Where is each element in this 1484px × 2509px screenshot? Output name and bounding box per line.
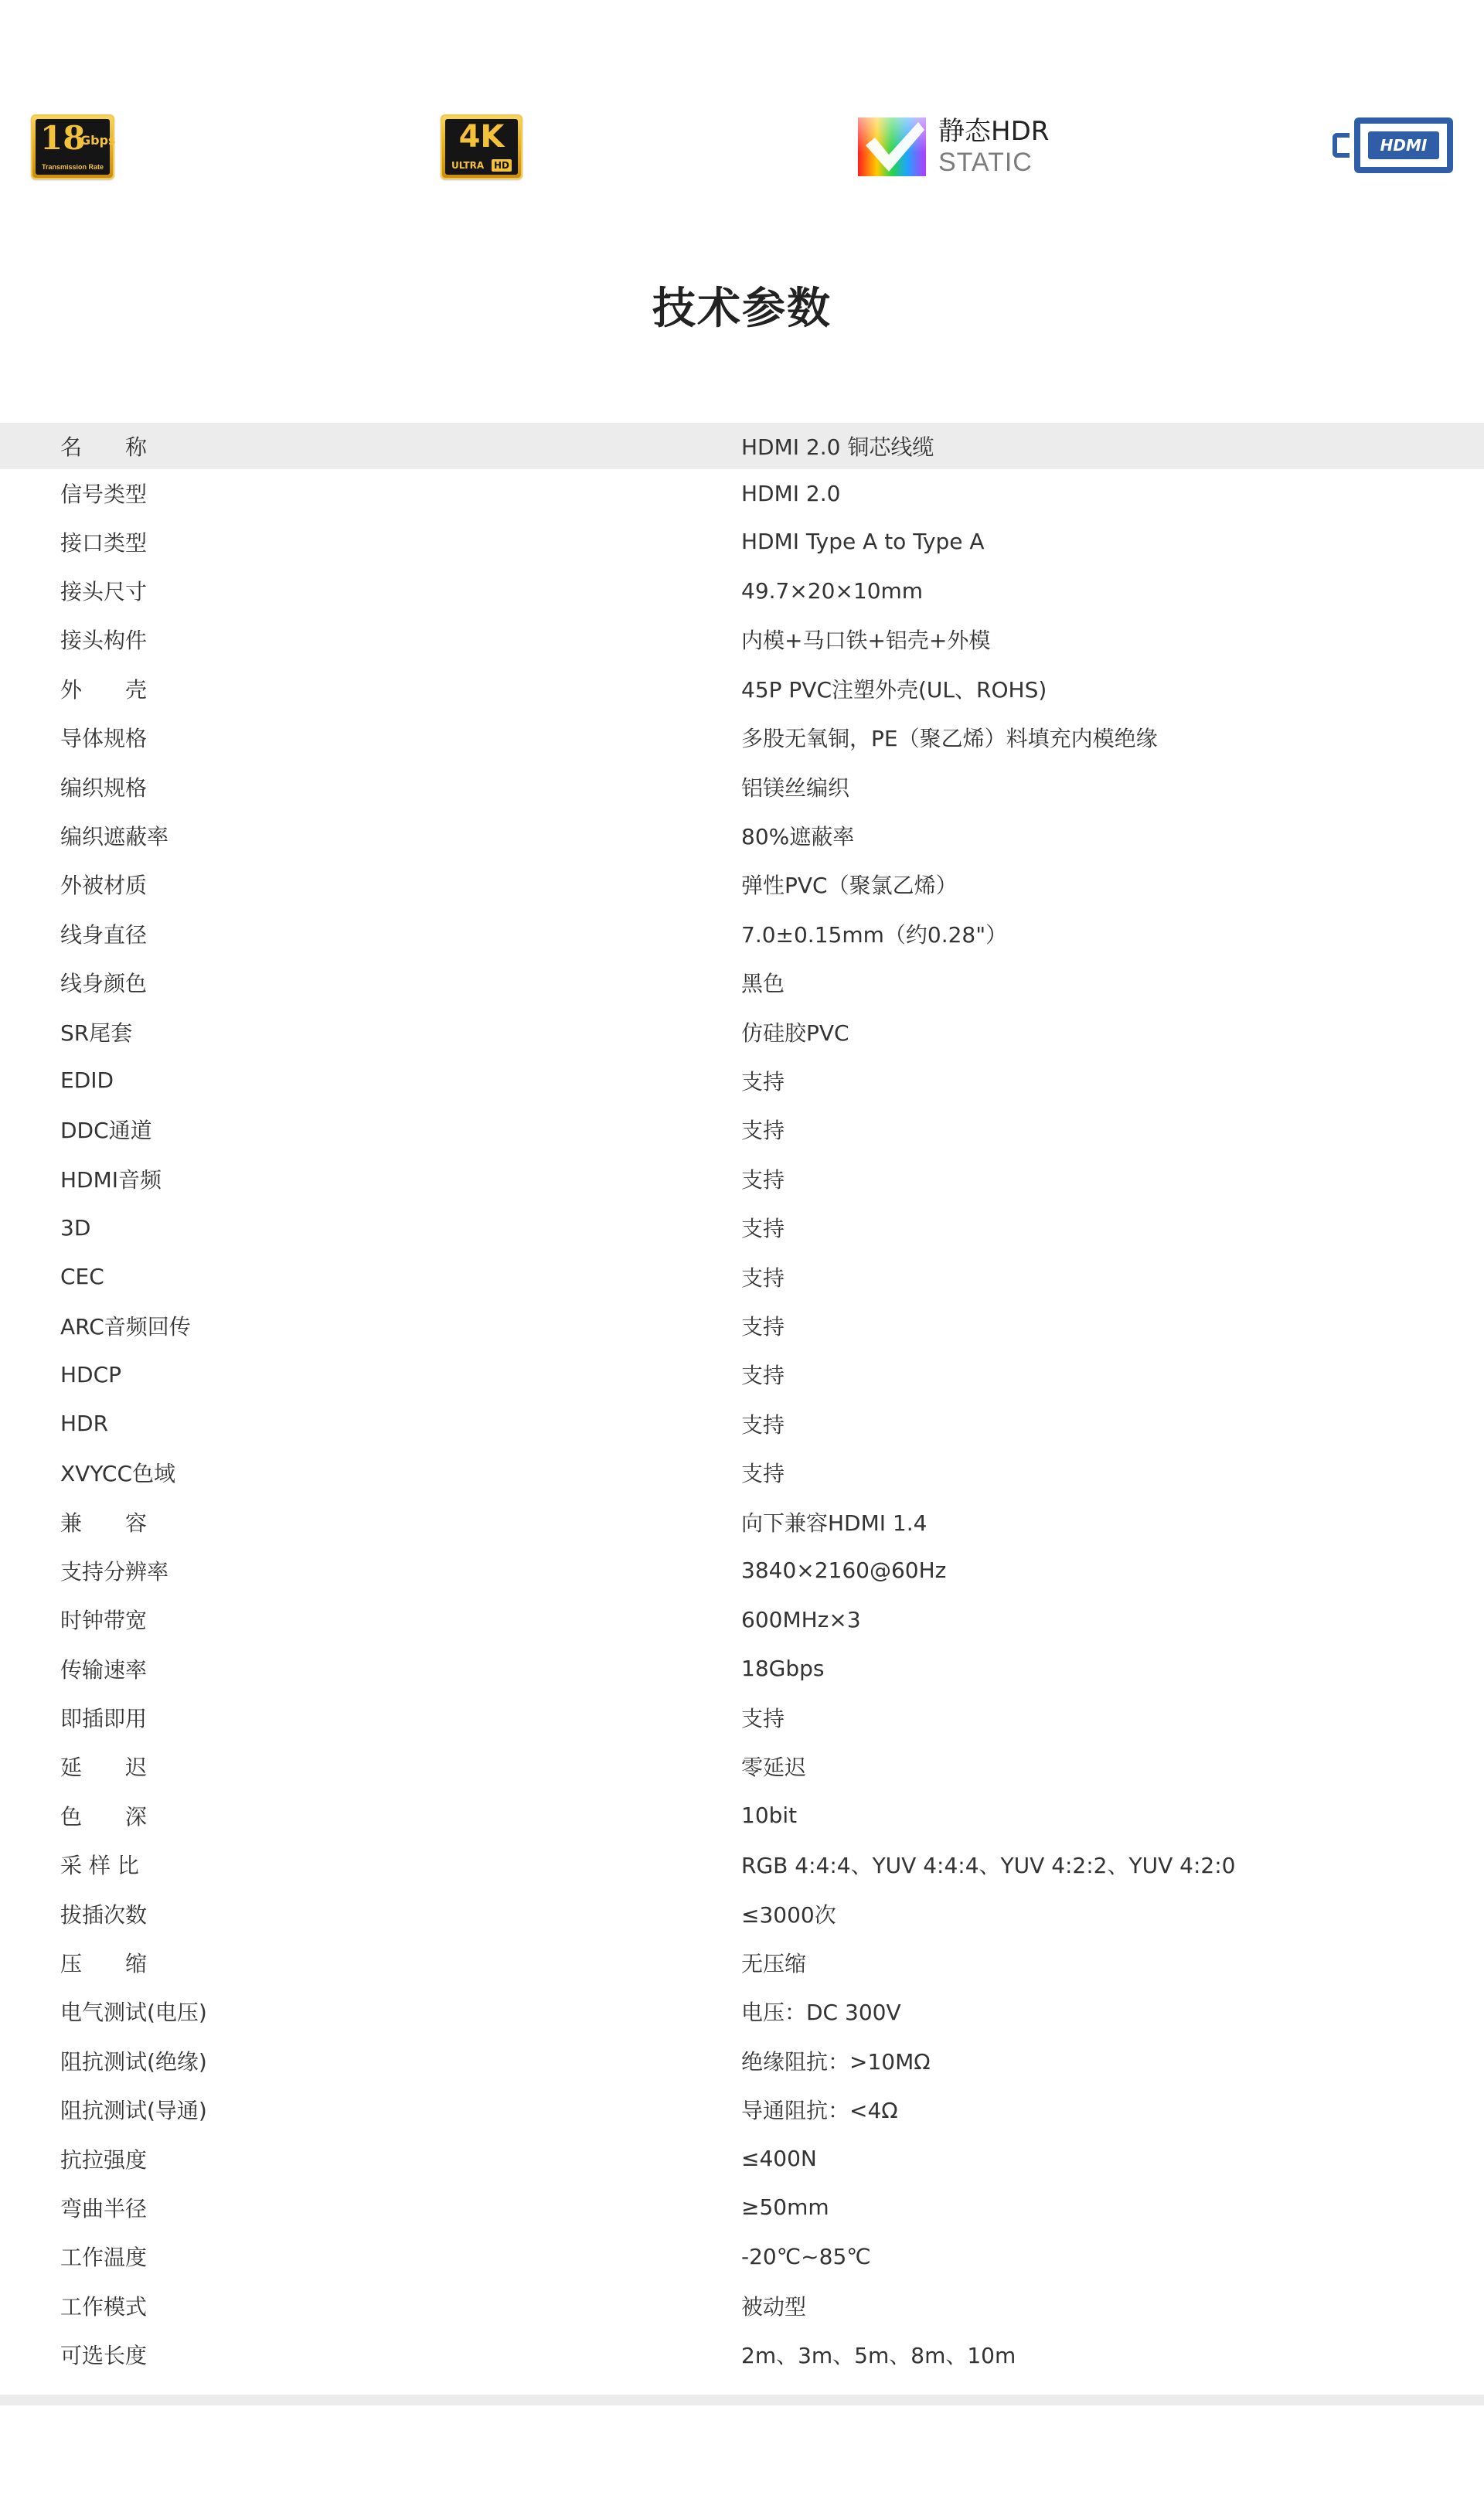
spec-label: HDCP <box>60 1361 122 1387</box>
spec-value: 18Gbps <box>741 1656 825 1682</box>
spec-label: 信号类型 <box>60 482 148 507</box>
spec-label: 工作温度 <box>60 2245 148 2271</box>
spec-value: 10bit <box>741 1803 798 1829</box>
spec-label: 电气测试(电压) <box>60 2000 207 2026</box>
spec-table-row <box>0 1448 1484 1496</box>
spec-label: 即插即用 <box>60 1706 148 1732</box>
spec-label: 工作模式 <box>60 2293 148 2320</box>
spec-table-row <box>0 1105 1484 1154</box>
spec-label: 外被材质 <box>60 873 148 899</box>
spec-label: 外 壳 <box>60 676 148 703</box>
spec-table-row <box>0 811 1484 860</box>
spec-value: 黑色 <box>741 971 785 997</box>
spec-value: 导通阻抗：<4Ω <box>741 2098 898 2124</box>
spec-value: 支持 <box>741 1461 785 1487</box>
spec-label: 线身直径 <box>60 921 148 948</box>
spec-value: ≥50mm <box>741 2194 829 2221</box>
spec-table-row <box>0 958 1484 1007</box>
spec-label: 支持分辨率 <box>60 1558 169 1585</box>
spec-table-row <box>0 2183 1484 2232</box>
spec-label: 导体规格 <box>60 726 148 752</box>
spec-value: 2m、3m、5m、8m、10m <box>741 2343 1016 2369</box>
spec-value: 80%遮蔽率 <box>741 824 855 850</box>
page-title: 技术参数 <box>652 284 832 334</box>
spec-label: 延 迟 <box>60 1755 148 1781</box>
spec-label: 阻抗测试(导通) <box>60 2098 207 2124</box>
spec-value: 零延迟 <box>741 1755 807 1781</box>
spec-table-row <box>0 1497 1484 1546</box>
spec-value: 45P PVC注塑外壳(UL、ROHS) <box>741 676 1047 703</box>
spec-table-row <box>0 1840 1484 1889</box>
spec-label: 3D <box>60 1214 91 1241</box>
spec-value: 3840×2160@60Hz <box>741 1557 947 1584</box>
spec-table-row <box>0 566 1484 614</box>
spec-table-row <box>0 2085 1484 2134</box>
spec-label: 编织规格 <box>60 774 148 801</box>
spec-label: EDID <box>60 1067 114 1094</box>
spec-label: DDC通道 <box>60 1118 152 1144</box>
spec-value: 仿硅胶PVC <box>741 1020 849 1046</box>
spec-value: 弹性PVC（聚氯乙烯） <box>741 873 958 899</box>
hdr-subtitle: STATIC <box>938 148 1033 177</box>
spec-value: 内模+马口铁+铝壳+外模 <box>741 628 991 654</box>
spec-table-row <box>0 2232 1484 2281</box>
hdmi-logo-text: HDMI <box>1368 131 1439 159</box>
static-hdr-badge <box>858 114 1059 179</box>
spec-label: SR尾套 <box>60 1020 133 1046</box>
hdmi-connector-icon <box>1354 117 1453 173</box>
spec-value: 支持 <box>741 1363 785 1389</box>
spec-label: HDR <box>60 1411 109 1437</box>
spec-table-row <box>0 1301 1484 1350</box>
spec-value: 支持 <box>741 1118 785 1144</box>
spec-table-row <box>0 1987 1484 2036</box>
spec-table-row <box>0 2281 1484 2330</box>
spec-value: 支持 <box>741 1265 785 1291</box>
spec-value: 600MHz×3 <box>741 1606 861 1632</box>
spec-value: RGB 4:4:4、YUV 4:4:4、YUV 4:2:2、YUV 4:2:0 <box>741 1853 1236 1879</box>
spec-value: 支持 <box>741 1411 785 1438</box>
spec-label: ARC音频回传 <box>60 1313 191 1340</box>
spec-table-row <box>0 1938 1484 1986</box>
spec-value: -20℃~85℃ <box>741 2243 871 2269</box>
spec-table-row <box>0 664 1484 713</box>
spec-value: HDMI Type A to Type A <box>741 529 985 555</box>
spec-value: 无压缩 <box>741 1951 807 1977</box>
spec-value: 支持 <box>741 1706 785 1732</box>
spec-table-row <box>0 1154 1484 1203</box>
spec-value: 7.0±0.15mm（约0.28"） <box>741 921 1008 948</box>
speed-caption: Transmission Rate <box>41 163 104 171</box>
spec-table-row <box>0 1693 1484 1741</box>
spec-value: 支持 <box>741 1166 785 1193</box>
spec-table-row <box>0 1644 1484 1693</box>
spec-label: 名 称 <box>60 434 148 460</box>
spec-label: 压 缩 <box>60 1951 148 1977</box>
spec-value: 铝镁丝编织 <box>741 774 850 801</box>
spec-table-row <box>0 1252 1484 1301</box>
spec-value: 支持 <box>741 1313 785 1340</box>
spec-value: 支持 <box>741 1216 785 1242</box>
spec-label: 弯曲半径 <box>60 2195 148 2221</box>
spec-label: XVYCC色域 <box>60 1461 176 1487</box>
spec-value: 被动型 <box>741 2293 807 2320</box>
hdr-title: 静态HDR <box>938 116 1050 147</box>
spec-table-row <box>0 517 1484 566</box>
spec-label: 拔插次数 <box>60 1901 148 1928</box>
table-bottom-divider <box>0 2395 1484 2405</box>
4k-ultra-hd-badge <box>441 114 522 179</box>
spec-label: 传输速率 <box>60 1656 148 1683</box>
spec-table-row <box>0 469 1484 517</box>
spec-label: 接头尺寸 <box>60 579 148 605</box>
spec-table-row <box>0 1595 1484 1644</box>
speed-unit: Gbps <box>80 133 116 148</box>
spec-label: 线身颜色 <box>60 971 148 997</box>
spec-label: 可选长度 <box>60 2343 148 2369</box>
spec-table-row <box>0 1056 1484 1105</box>
spec-table-row <box>0 762 1484 811</box>
spec-value: 支持 <box>741 1068 785 1094</box>
spec-label: 采 样 比 <box>60 1853 139 1879</box>
spec-table-row <box>0 2036 1484 2085</box>
spec-label: 兼 容 <box>60 1510 148 1536</box>
spec-value: 49.7×20×10mm <box>741 577 924 604</box>
spec-table-row <box>0 615 1484 664</box>
ultra-label: ULTRA <box>451 160 485 171</box>
spec-label: 色 深 <box>60 1803 148 1830</box>
spec-label: 接口类型 <box>60 529 148 556</box>
spec-label: 抗拉强度 <box>60 2146 148 2173</box>
spec-table-row <box>0 909 1484 958</box>
spec-label: CEC <box>60 1264 104 1290</box>
spec-value: 向下兼容HDMI 1.4 <box>741 1510 928 1536</box>
spec-table-row <box>0 713 1484 762</box>
4k-label: 4K <box>458 119 505 155</box>
spec-table-row <box>0 1007 1484 1056</box>
spec-label: 接头构件 <box>60 628 148 654</box>
hdmi-plug-icon <box>1333 133 1350 158</box>
speed-value: 18 <box>40 119 86 157</box>
spec-label: 编织遮蔽率 <box>60 824 169 850</box>
spec-table-row <box>0 1399 1484 1448</box>
spec-value: HDMI 2.0 <box>741 480 841 506</box>
feature-badges <box>0 0 1484 232</box>
hdmi-logo-badge <box>1333 117 1453 175</box>
spec-table-header-row <box>0 423 1484 469</box>
spec-table <box>0 423 1484 2379</box>
spec-table-row <box>0 2134 1484 2183</box>
spec-value: 电压：DC 300V <box>741 2000 901 2026</box>
18gbps-badge <box>31 114 114 179</box>
spec-table-row <box>0 1203 1484 1251</box>
spec-value: ≤400N <box>741 2146 817 2172</box>
spec-label: 时钟带宽 <box>60 1608 148 1634</box>
hdr-checkmark-icon <box>858 117 926 176</box>
hd-label: HD <box>492 159 512 172</box>
spec-label: 阻抗测试(绝缘) <box>60 2048 207 2075</box>
spec-table-row <box>0 1350 1484 1399</box>
spec-value: 多股无氧铜，PE（聚乙烯）料填充内模绝缘 <box>741 726 1158 752</box>
spec-value: ≤3000次 <box>741 1901 836 1928</box>
spec-table-row <box>0 1791 1484 1840</box>
spec-value: HDMI 2.0 铜芯线缆 <box>741 434 934 460</box>
spec-table-row <box>0 2330 1484 2378</box>
spec-table-row <box>0 1742 1484 1791</box>
spec-table-row <box>0 860 1484 909</box>
spec-table-row <box>0 1889 1484 1938</box>
spec-table-row <box>0 1546 1484 1595</box>
spec-label: HDMI音频 <box>60 1166 162 1193</box>
spec-value: 绝缘阻抗：>10MΩ <box>741 2048 931 2075</box>
